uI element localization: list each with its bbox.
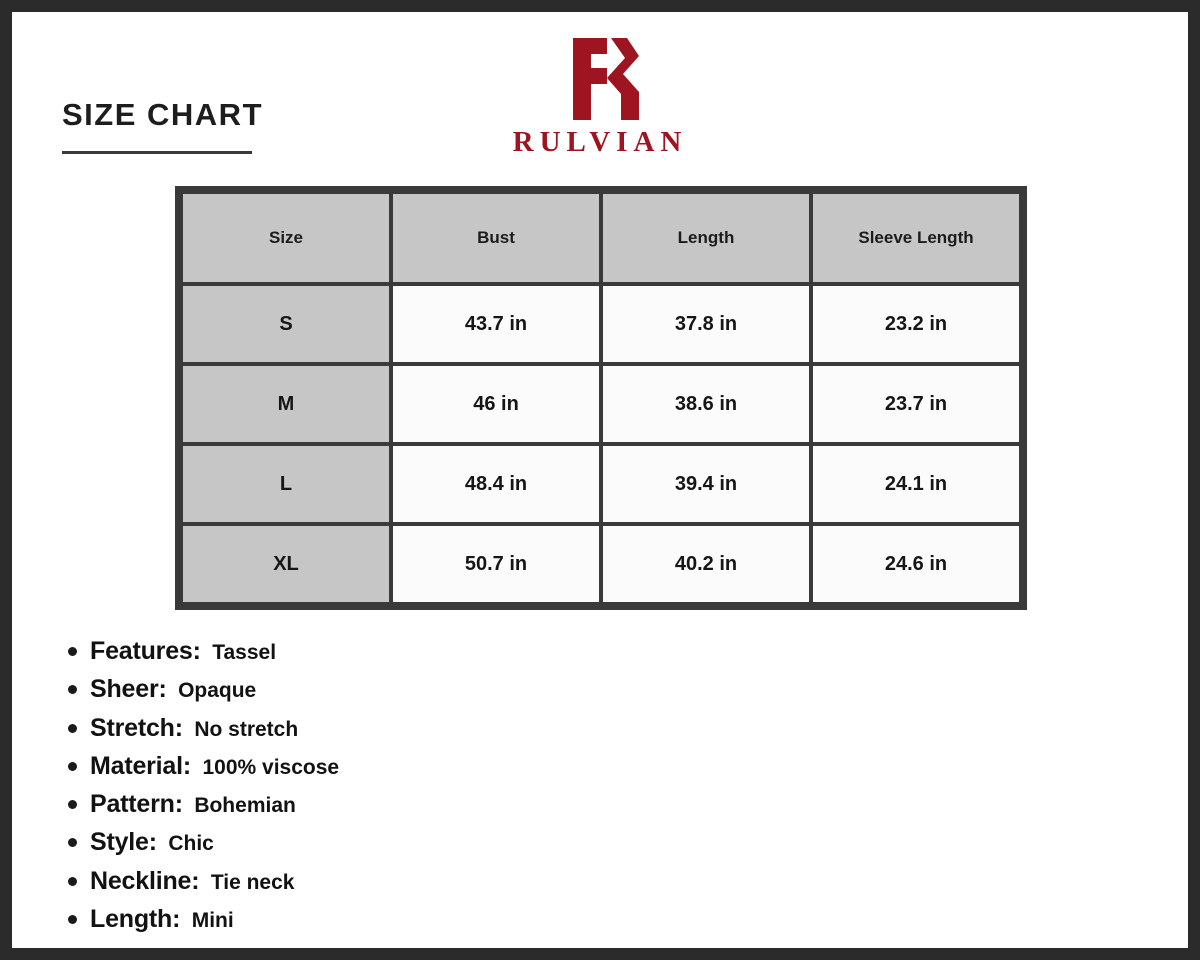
bullet-icon	[68, 724, 77, 733]
list-item	[64, 827, 1188, 858]
detail-value: Tie neck	[210, 870, 295, 894]
bullet-icon	[68, 838, 77, 847]
list-item	[64, 866, 1188, 897]
detail-label: Stretch:	[90, 713, 183, 742]
column-header-sleeve-length: Sleeve Length	[813, 194, 1019, 282]
header	[12, 12, 1188, 172]
bullet-icon	[68, 877, 77, 886]
cell-bust: 48.4 in	[393, 446, 599, 522]
cell-length: 39.4 in	[603, 446, 809, 522]
column-header-size: Size	[183, 194, 389, 282]
brand-lockup	[12, 34, 1188, 159]
cell-sleeve: 24.1 in	[813, 446, 1019, 522]
cell-sleeve: 23.2 in	[813, 286, 1019, 362]
detail-value: Opaque	[178, 679, 257, 703]
cell-size: XL	[183, 526, 389, 602]
cell-size: L	[183, 446, 389, 522]
brand-name: RULVIAN	[512, 126, 688, 158]
bullet-icon	[68, 647, 77, 656]
page-title: SIZE CHART	[62, 97, 263, 132]
detail-label: Features:	[90, 637, 201, 665]
table-row	[183, 526, 1019, 602]
list-item	[64, 789, 1188, 820]
cell-bust: 43.7 in	[393, 286, 599, 362]
rulvian-r-monogram-icon	[545, 34, 655, 124]
cell-bust: 46 in	[393, 366, 599, 442]
product-details-list	[64, 636, 1188, 935]
size-table	[175, 186, 1027, 610]
detail-label: Neckline:	[90, 866, 200, 895]
table-row	[183, 286, 1019, 362]
detail-value: Chic	[168, 832, 214, 856]
column-header-bust: Bust	[393, 194, 599, 282]
size-table-wrapper	[175, 186, 1132, 610]
cell-sleeve: 24.6 in	[813, 526, 1019, 602]
list-item	[64, 674, 1188, 705]
table-row	[183, 366, 1019, 442]
detail-value: No stretch	[194, 717, 299, 741]
detail-value: Mini	[191, 908, 234, 932]
list-item	[64, 636, 1188, 667]
cell-length: 38.6 in	[603, 366, 809, 442]
detail-label: Material:	[90, 751, 192, 780]
bullet-icon	[68, 800, 77, 809]
list-item	[64, 904, 1188, 935]
cell-size: S	[183, 286, 389, 362]
cell-length: 37.8 in	[603, 286, 809, 362]
table-head	[183, 194, 1019, 282]
table-body	[183, 286, 1019, 602]
list-item	[64, 713, 1188, 744]
detail-label: Length:	[90, 904, 181, 933]
detail-label: Pattern:	[90, 790, 183, 818]
page-inner	[12, 12, 1188, 948]
detail-label: Style:	[90, 828, 157, 857]
table-row	[183, 446, 1019, 522]
bullet-icon	[68, 762, 77, 771]
table-header-row	[183, 194, 1019, 282]
list-item	[64, 751, 1188, 782]
bullet-icon	[68, 915, 77, 924]
detail-value: Tassel	[212, 641, 277, 664]
detail-label: Sheer:	[90, 675, 167, 704]
cell-size: M	[183, 366, 389, 442]
column-header-length: Length	[603, 194, 809, 282]
cell-bust: 50.7 in	[393, 526, 599, 602]
bullet-icon	[68, 685, 77, 694]
detail-value: Bohemian	[194, 794, 296, 817]
cell-length: 40.2 in	[603, 526, 809, 602]
cell-sleeve: 23.7 in	[813, 366, 1019, 442]
detail-value: 100% viscose	[202, 755, 340, 779]
